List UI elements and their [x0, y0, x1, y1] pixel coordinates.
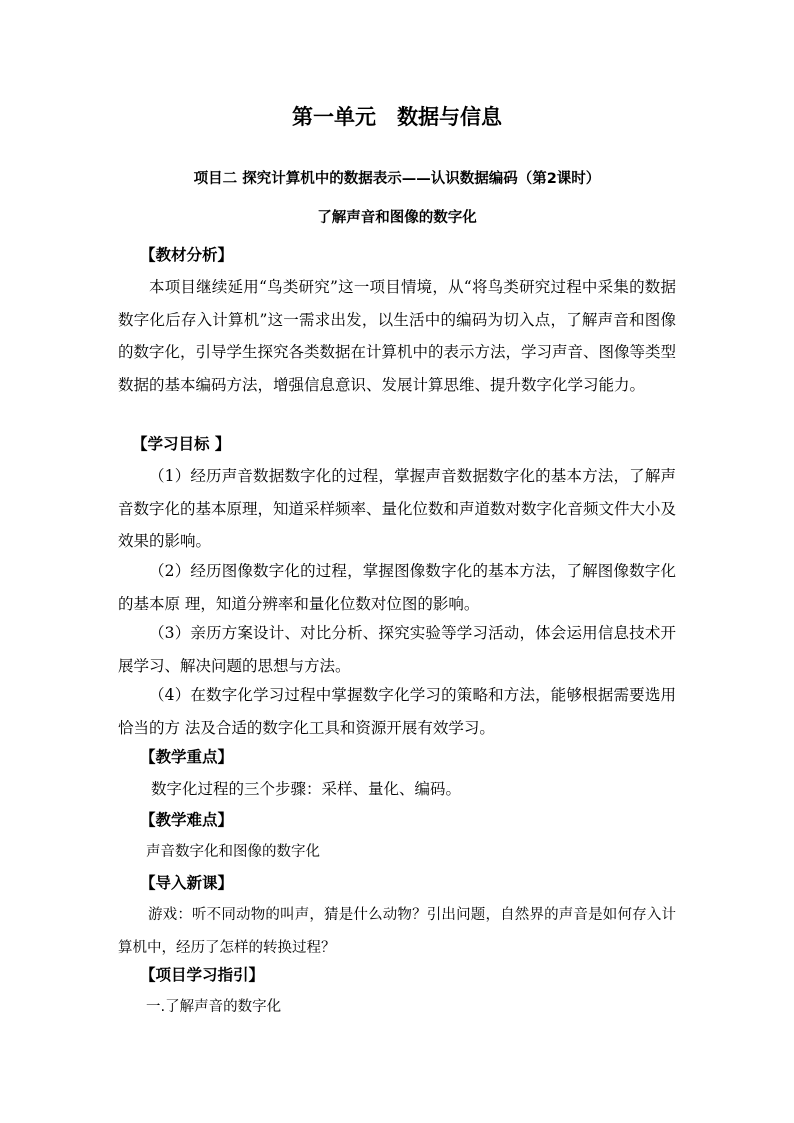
analysis-heading: 【教材分析】: [140, 246, 234, 264]
goal-item-1: （1）经历声音数据数字化的过程，掌握声音数据数字化的基本方法，了解声音数字化的基本原理，知道采样频率、量化位数和声道数对数字化音频文件大小及效果的影响。: [118, 467, 677, 550]
key-points-heading: 【教学重点】: [140, 748, 234, 766]
guide-heading: 【项目学习指引】: [140, 966, 265, 984]
goals-heading: 【学习目标 】: [132, 435, 231, 453]
guide-item: 一.了解声音的数字化: [146, 999, 282, 1015]
project-title: 项目二 探究计算机中的数据表示——认识数据编码（第2课时）: [193, 171, 601, 187]
goal-item-4: （4）在数字化学习过程中掌握数字化学习的策略和方法，能够根据需要选用恰当的方 法及合适的数字化工具和资源开展有效学习。: [118, 686, 676, 737]
intro-heading: 【导入新课】: [140, 874, 234, 892]
unit-title: 第一单元 数据与信息: [292, 105, 502, 129]
goal-item-2: （2）经历图像数字化的过程，掌握图像数字化的基本方法，了解图像数字化的基本原 理，知道分辨率和量化位数对位图的影响。: [118, 562, 676, 613]
goal-item-3: （3）亲历方案设计、对比分析、探究实验等学习活动，体会运用信息技术开展学习、解决问题的思想与方法。: [118, 624, 676, 675]
key-points-text: 数字化过程的三个步骤：采样、量化、编码。: [151, 780, 462, 798]
analysis-paragraph: 本项目继续延用“鸟类研究”这一项目情境，从“将鸟类研究过程中采集的数据数字化后存入计算机”这一需求出发，以生活中的编码为切入点，了解声音和图像的数字化，引导学生探究各类数据在计算机中的表示方法，学习声音、图像等类型数据的基本编码方法，增强信息意识、发展计算思维、提升数字化学习能力。: [118, 278, 677, 394]
lesson-title: 了解声音和图像的数字化: [317, 210, 477, 226]
difficulties-heading: 【教学难点】: [140, 811, 234, 829]
difficulties-text: 声音数字化和图像的数字化: [146, 844, 320, 860]
intro-paragraph: 游戏：听不同动物的叫声，猜是什么动物？引出问题，自然界的声音是如何存入计算机中，经历了怎样的转换过程？: [118, 907, 676, 956]
